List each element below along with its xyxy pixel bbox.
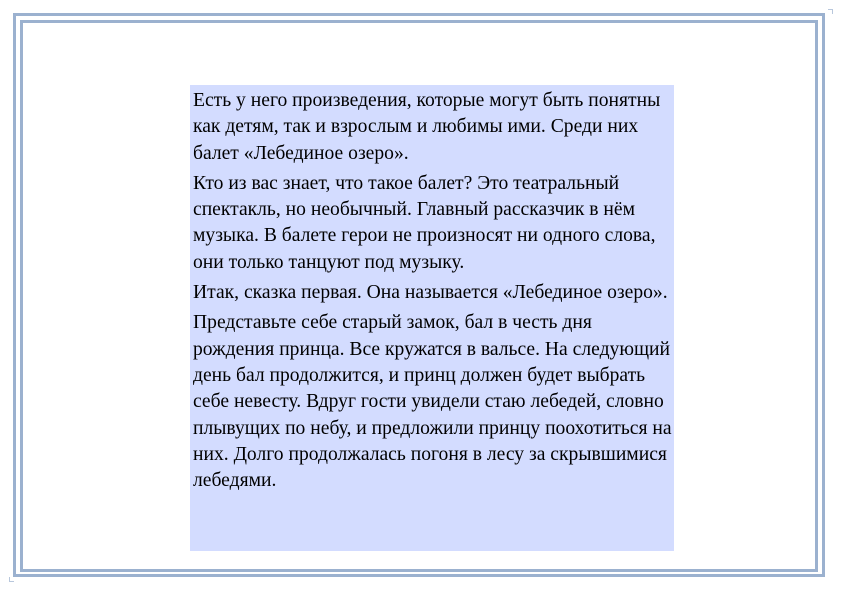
- frame-corner-top-right: [828, 9, 833, 14]
- frame-corner-bottom-left: [9, 577, 14, 582]
- story-paragraph-4: Представьте себе старый замок, бал в честь дня рождения принца. Все кружатся в вальсе. На следующий день бал продолжится, и принц должен будет выбрать себе невесту. Вдруг гости увидели стаю лебедей, словно плывущих по небу, и предложили принцу поохотиться на них. Долго продолжалась погоня в лесу за скрывшимися лебедями.: [193, 312, 672, 492]
- story-text-box: [190, 85, 674, 551]
- story-paragraph-1: Есть у него произведения, которые могут быть понятны как детям, так и взрослым и любимы ими. Среди них балет «Лебединое озеро».: [193, 90, 661, 164]
- story-paragraph-2: Кто из вас знает, что такое балет? Это театральный спектакль, но необычный. Главный рассказчик в нём музыка. В балете герои не произносят ни одного слова, они только танцуют под музыку.: [193, 172, 656, 273]
- story-paragraph-3: Итак, сказка первая. Она называется «Лебединое озеро».: [193, 282, 668, 304]
